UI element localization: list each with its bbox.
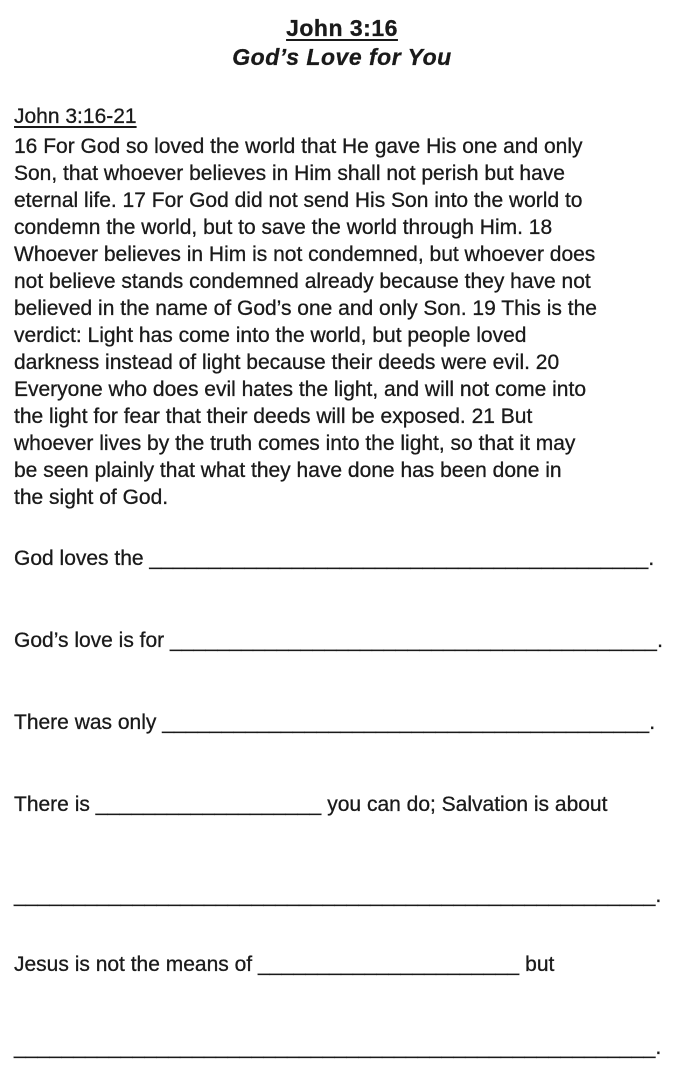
passage-heading: John 3:16-21 (14, 105, 137, 128)
question-suffix: . (655, 884, 662, 907)
passage-line: not believe stands condemned already because they have not (14, 270, 591, 293)
question-suffix: . (648, 547, 655, 570)
passage-line: believed in the name of God’s one and only Son. 19 This is the (14, 297, 597, 320)
fill-in-blank: ______________________ (257, 953, 520, 976)
fill-in-blank: ______________________________________________________ (14, 884, 656, 907)
passage-line: Everyone who does evil hates the light, and will not come into (14, 378, 586, 401)
passage-line: 16 For God so loved the world that He gave His one and only (14, 135, 583, 158)
question-row (14, 709, 670, 736)
question-suffix: . (655, 1036, 662, 1059)
question-suffix: but (519, 953, 555, 976)
question-prefix: Jesus is not the means of (14, 953, 258, 976)
fill-in-blank: __________________________________________ (149, 547, 649, 570)
question-row (14, 1034, 670, 1061)
question-row (14, 882, 670, 909)
worksheet-header (14, 14, 670, 72)
passage-line: eternal life. 17 For God did not send His Son into the world to (14, 189, 583, 212)
question-row (14, 951, 670, 978)
page-title: John 3:16 (286, 15, 398, 41)
passage-line: the light for fear that their deeds will be exposed. 21 But (14, 405, 533, 428)
question-prefix: God loves the (14, 547, 150, 570)
fill-in-blank: ______________________________________________________ (14, 1036, 656, 1059)
questions-section (14, 545, 670, 1061)
passage-line: whoever lives by the truth comes into the light, so that it may (14, 432, 576, 455)
question-suffix: you can do; Salvation is about (321, 793, 608, 816)
passage-line: be seen plainly that what they have done has been done in (14, 459, 562, 482)
passage-line: darkness instead of light because their deeds were evil. 20 (14, 351, 560, 374)
question-suffix: . (649, 711, 656, 734)
passage-line: verdict: Light has come into the world, but people loved (14, 324, 527, 347)
fill-in-blank: ___________________ (95, 793, 322, 816)
fill-in-blank: _________________________________________ (170, 629, 658, 652)
passage-line: condemn the world, but to save the world through Him. 18 (14, 216, 553, 239)
passage-heading-row (14, 103, 670, 130)
page-subtitle: God’s Love for You (232, 44, 452, 70)
fill-in-blank: _________________________________________ (162, 711, 650, 734)
passage-line: Son, that whoever believes in Him shall not perish but have (14, 162, 565, 185)
question-row (14, 791, 670, 818)
question-prefix: God’s love is for (14, 629, 171, 652)
title-row (14, 14, 670, 43)
question-prefix: There was only (14, 711, 163, 734)
question-suffix: . (657, 629, 663, 652)
question-prefix: There is (14, 793, 96, 816)
passage-line: Whoever believes in Him is not condemned, but whoever does (14, 243, 596, 266)
passage-text (14, 133, 670, 511)
subtitle-row (14, 43, 670, 72)
question-row (14, 627, 670, 654)
passage-line: the sight of God. (14, 486, 169, 509)
question-row (14, 545, 670, 572)
